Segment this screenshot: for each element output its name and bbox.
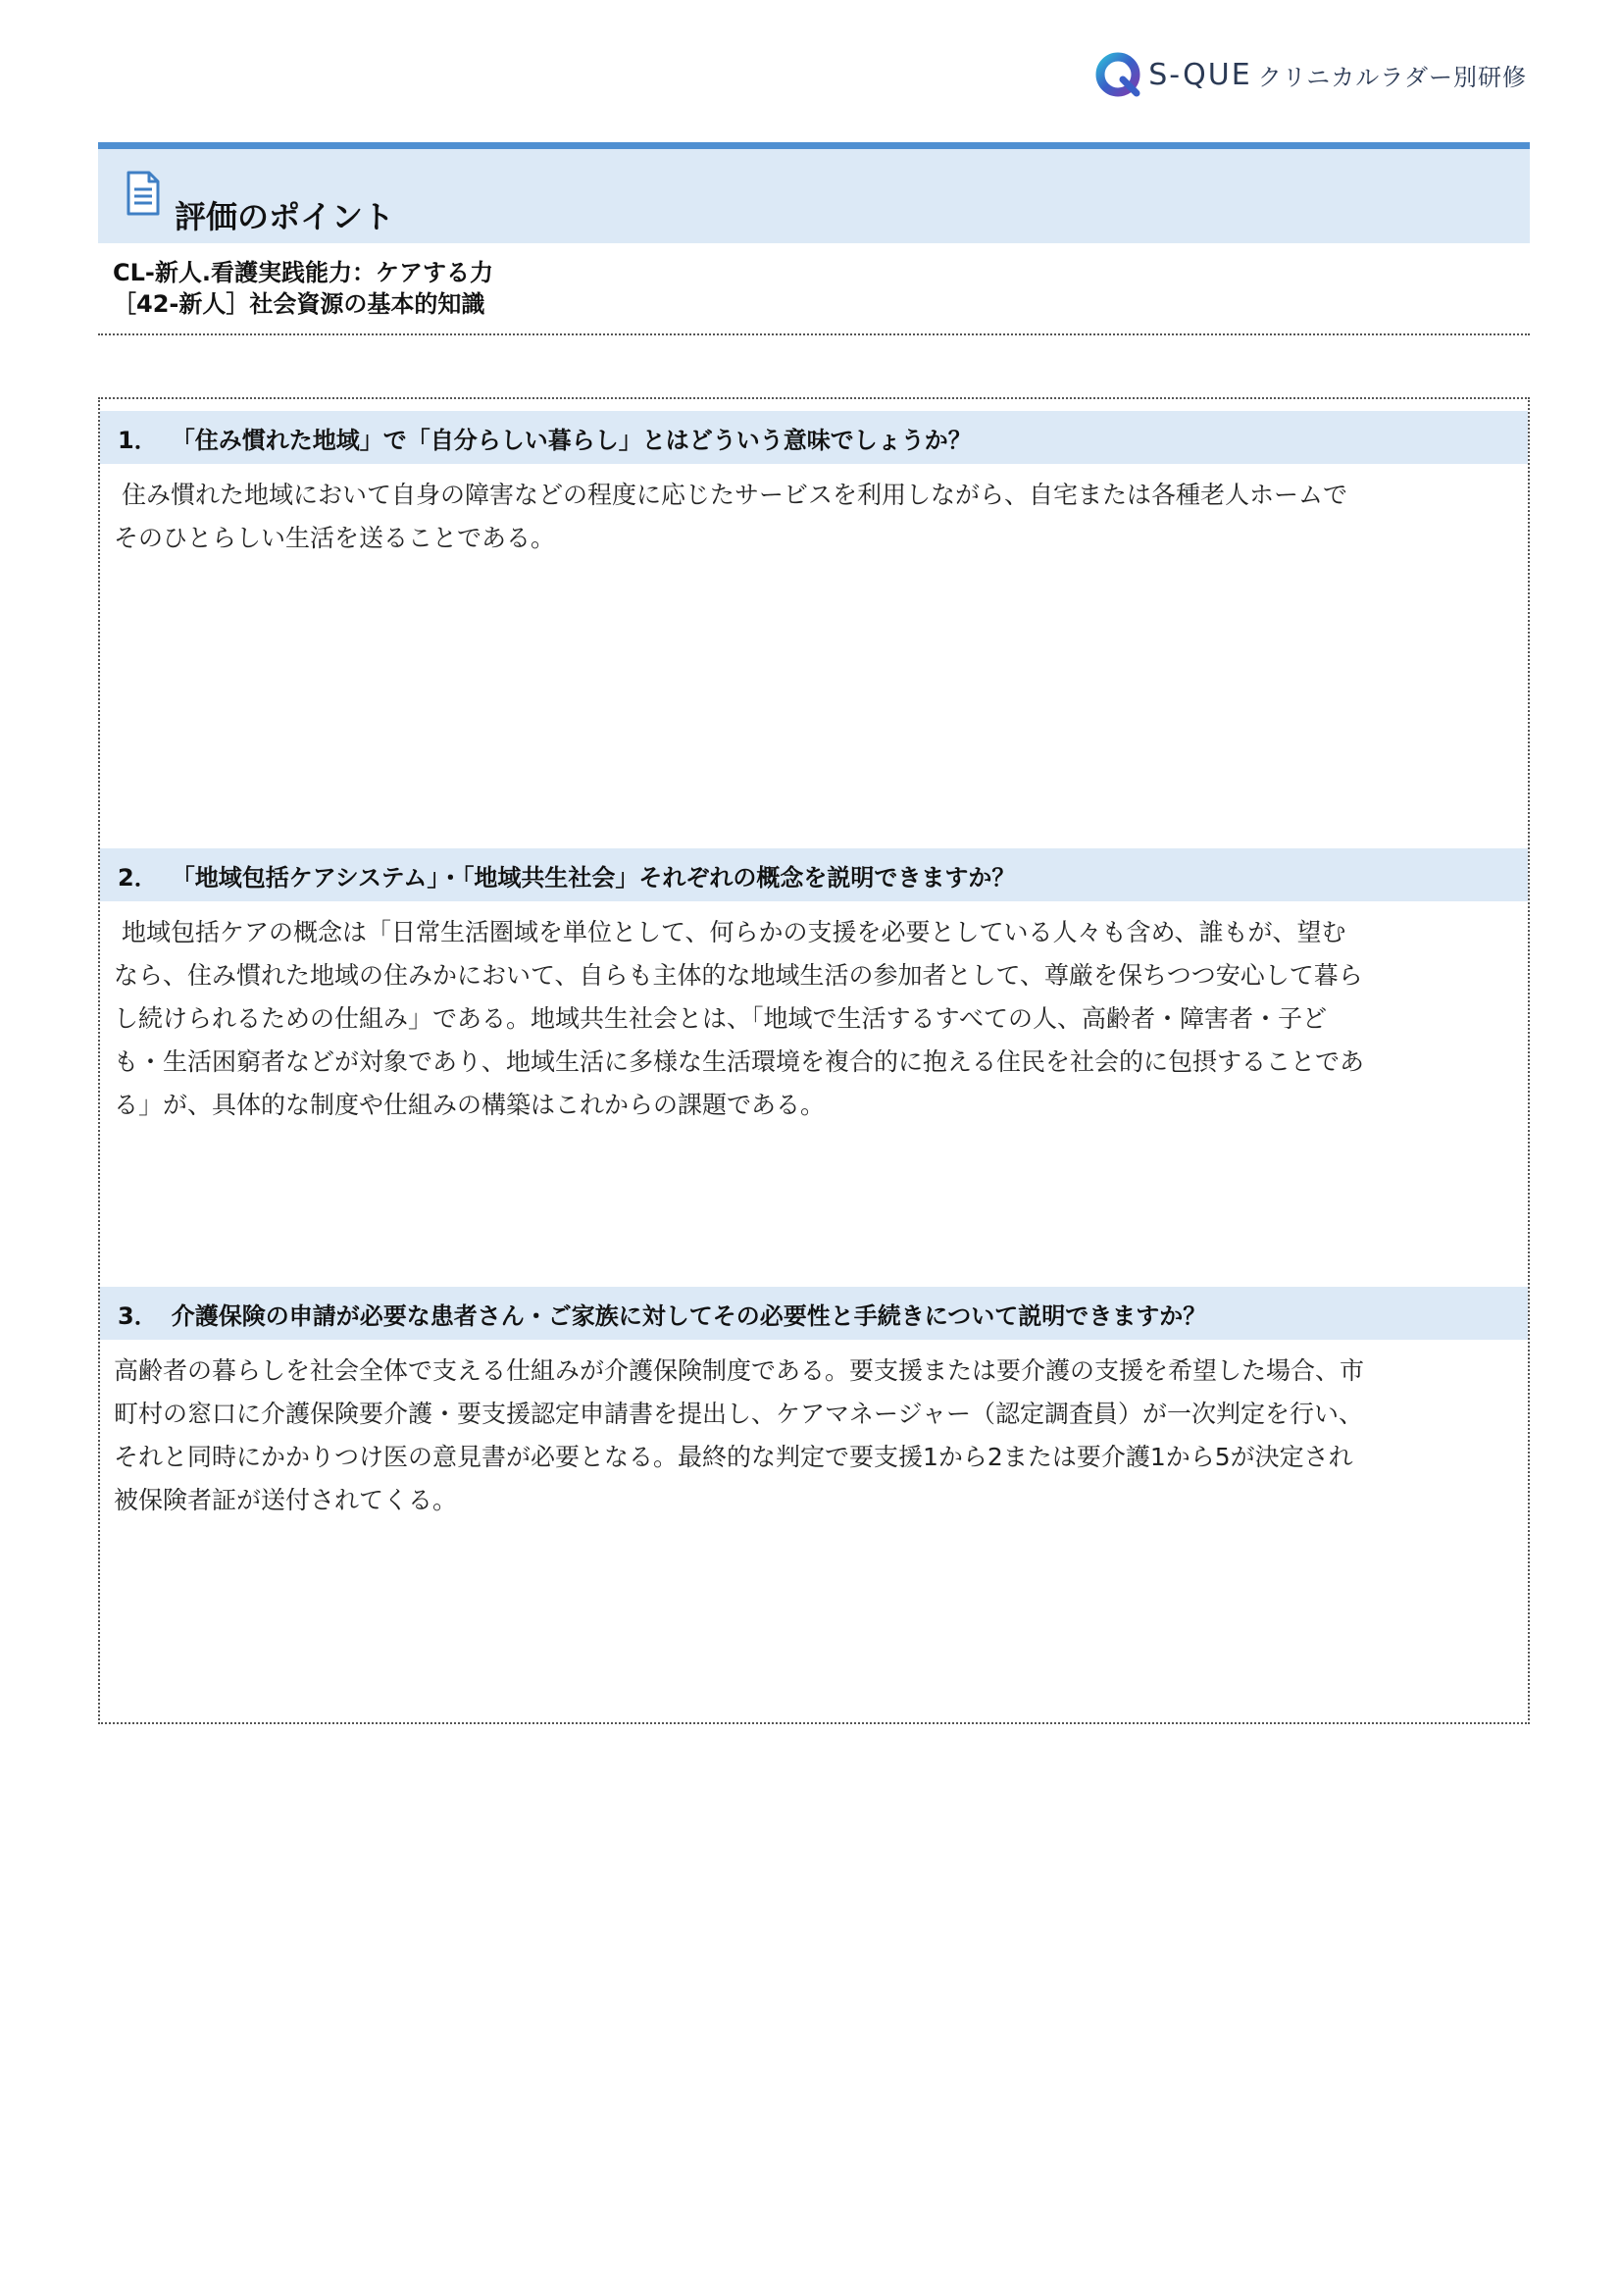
s-que-logo-icon (1093, 50, 1142, 99)
brand-logo (1093, 49, 1527, 100)
brand-subtitle: クリニカルラダー別研修 (1257, 63, 1527, 91)
course-line-2: ［42-新人］社会資源の基本的知識 (113, 290, 485, 318)
question-number: 1． (118, 426, 158, 454)
question-text: 「地域包括ケアシステム」・「地域共生社会」それぞれの概念を説明できますか？ (171, 863, 1016, 892)
answer-text: 地域包括ケアの概念は「日常生活圏域を単位として、何らかの支援を必要としている人々も含め、誰もが、望む なら、住み慣れた地域の住みかにおいて、自らも主体的な地域生活の参加者として、尊厳を保ちつつ安心して暮ら し続けられるための仕組み」である。地域共生社会とは、「地域で生活するすべての人、高齢者・障害者・子ど も・生活困窮者などが対象であり、地域生活に多様な生活環境を複合的に抱える住民を社会的に包摂することであ る」が、具体的な制度や仕組みの構築はこれからの課題である。 (114, 918, 1365, 1119)
qa-section-1 (100, 411, 1528, 560)
course-subtitle (113, 257, 493, 320)
question-number: 2． (118, 863, 158, 892)
header-band (98, 142, 1530, 243)
question-text: 「住み慣れた地域」で「自分らしい暮らし」とはどういう意味でしょうか？ (171, 426, 972, 454)
brand-name: S-QUE (1148, 57, 1252, 92)
question-bar (100, 1287, 1528, 1340)
qa-box (98, 397, 1530, 1724)
question-bar (100, 848, 1528, 901)
question-bar (100, 411, 1528, 464)
divider (98, 333, 1530, 335)
page-title: 評価のポイント (175, 198, 395, 235)
course-line-1: CL-新人.看護実践能力：ケアする力 (113, 259, 493, 286)
answer-text: 高齢者の暮らしを社会全体で支える仕組みが介護保険制度である。要支援または要介護の支援を希望した場合、市 町村の窓口に介護保険要介護・要支援認定申請書を提出し、ケアマネージャー（認定調査員）が一次判定を行い、 それと同時にかかりつけ医の意見書が必要となる。最終的な判定で要支援1から2または要介護1から5が決定され 被保険者証が送付されてくる。 (114, 1356, 1365, 1514)
answer-text: 住み慣れた地域において自身の障害などの程度に応じたサービスを利用しながら、自宅または各種老人ホームで そのひとらしい生活を送ることである。 (114, 481, 1347, 552)
question-text: 介護保険の申請が必要な患者さん・ご家族に対してその必要性と手続きについて説明できますか？ (171, 1301, 1207, 1330)
document-icon (126, 171, 161, 216)
qa-section-2 (100, 848, 1528, 1127)
question-number: 3． (118, 1301, 158, 1330)
qa-section-3 (100, 1287, 1528, 1522)
